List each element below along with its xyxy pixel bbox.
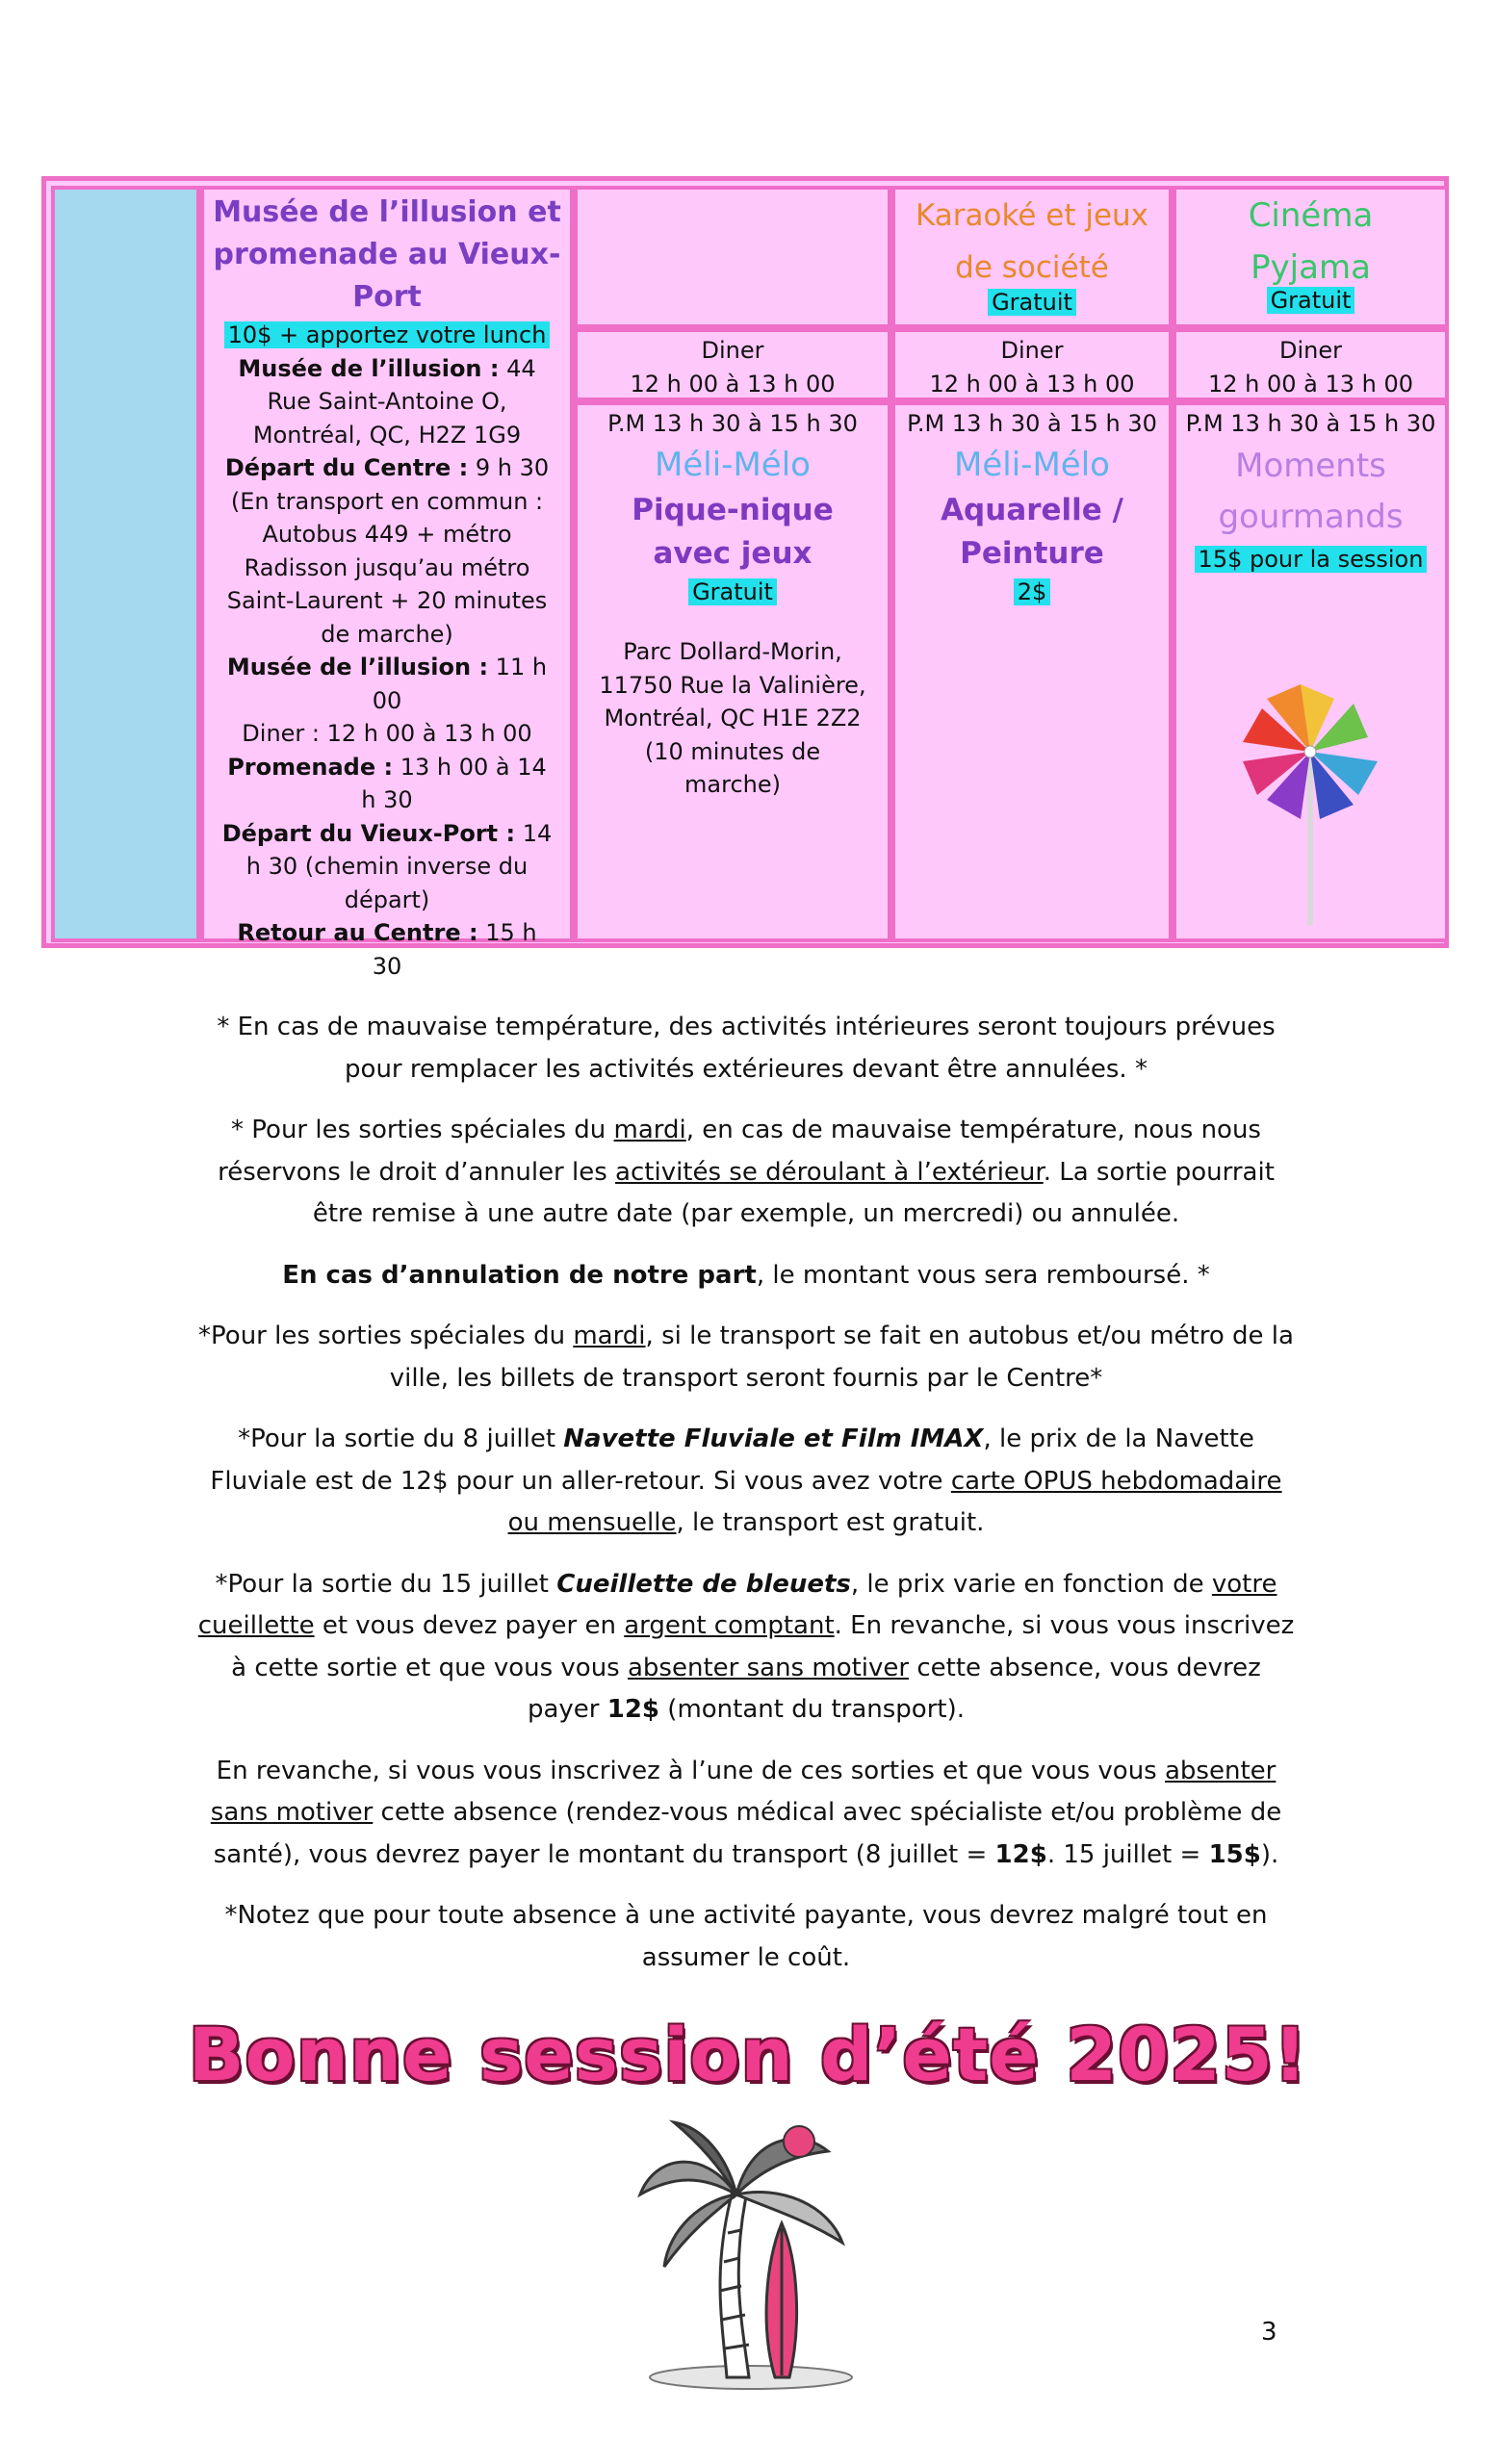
activity-title: Aquarelle / Peinture (941, 492, 1123, 571)
pinwheel-icon (1238, 660, 1382, 930)
museum-detail-text: Diner : 12 h 00 à 13 h 00 (242, 720, 532, 747)
picnic-location: Parc Dollard-Morin, 11750 Rue la Valinière, Montréal, QC H1E 2Z2 (10 minutes de marche) (599, 638, 866, 798)
note-refund: En cas d’annulation de notre part, le montant vous sera remboursé. * (282, 1260, 1210, 1290)
diner-label: Diner (1000, 337, 1064, 364)
palm-tree-surfboard-icon (635, 2108, 866, 2397)
cinema-title: Cinéma Pyjama (1248, 196, 1374, 287)
museum-details (204, 352, 570, 984)
note-absence: En revanche, si vous vous inscrivez à l’une de ces sorties et que vous vous absenter sans motiver cette absence (rendez-vous médical avec spécialiste et/ou problème de santé), vous devrez payer le montant du transport (8 juillet = 12$. 15 juillet = 15$). (210, 1756, 1282, 1869)
museum-detail-text: 9 h 30 (En transport en commun : Autobus 449 + métro Radisson jusqu’au métro Saint-Laurent + 20 minutes de marche) (226, 454, 550, 648)
summer-session-banner: Bonne session d’été 2025! (188, 2012, 1308, 2097)
museum-detail-line (204, 751, 570, 817)
diner-time: 12 h 00 à 13 h 00 (929, 370, 1135, 398)
schedule-table (41, 176, 1449, 980)
page-number: 3 (1261, 2318, 1277, 2347)
price-badge: Gratuit (988, 289, 1076, 316)
museum-detail-text: 13 h 00 à 14 h 30 (361, 753, 547, 813)
col2-pm-cell (574, 401, 891, 942)
museum-detail-text: 15 h 30 (372, 919, 537, 980)
col3-pm-cell (891, 401, 1173, 942)
museum-detail-label: Musée de l’illusion : (226, 654, 489, 680)
col4-top-cell (1173, 186, 1449, 328)
price-badge: Gratuit (1267, 287, 1355, 314)
col3-top-cell (891, 186, 1173, 328)
note-july-8: *Pour la sortie du 8 juillet Navette Fluviale et Film IMAX, le prix de la Navette Fluviale est de 12$ pour un aller-retour. Si vous avez votre carte OPUS hebdomadaire ou mensuelle, le transport est gratuit. (210, 1424, 1282, 1537)
note-tuesday-weather: * Pour les sorties spéciales du mardi, en cas de mauvaise température, nous nous réservons le droit d’annuler les activités se déroulant à l’extérieur. La sortie pourrait être remise à une autre date (par exemple, un mercredi) ou annulée. (218, 1116, 1275, 1228)
museum-detail-text: 14 h 30 (chemin inverse du départ) (245, 819, 553, 913)
museum-detail-line (204, 916, 570, 983)
museum-detail-label: Départ du Vieux-Port : (221, 819, 516, 847)
museum-detail-text: 11 h 00 (372, 654, 548, 714)
price-badge: 15$ pour la session (1195, 546, 1428, 573)
diner-time: 12 h 00 à 13 h 00 (1207, 370, 1414, 398)
diner-label: Diner (701, 337, 764, 364)
meli-melo-label: Méli-Mélo (655, 445, 811, 484)
museum-price-badge: 10$ + apportez votre lunch (224, 321, 551, 348)
pm-time: P.M 13 h 30 à 15 h 30 (1185, 410, 1436, 437)
diner-time: 12 h 00 à 13 h 00 (630, 370, 836, 398)
museum-detail-text: 44 Rue Saint-Antoine O, Montréal, QC, H2Z 1G9 (252, 354, 536, 449)
note-cost: *Notez que pour toute absence à une activité payante, vous devrez malgré tout en assumer le coût. (224, 1901, 1268, 1972)
note-transport-tickets: *Pour les sorties spéciales du mardi, si le transport se fait en autobus et/ou métro de la ville, les billets de transport seront fournis par le Centre* (198, 1322, 1294, 1393)
col2-diner-cell (574, 328, 891, 401)
notes-section (193, 1007, 1300, 1998)
col4-pm-cell (1173, 401, 1449, 942)
note-july-15: *Pour la sortie du 15 juillet Cueillette de bleuets, le prix varie en fonction de votre cueillette et vous devez payer en argent comptant. En revanche, si vous vous inscrivez à cette sortie et que vous vous absenter sans motiver cette absence, vous devrez payer 12$ (montant du transport). (197, 1569, 1295, 1724)
museum-detail-label: Retour au Centre : (237, 919, 478, 946)
blue-label-column (51, 186, 200, 942)
activity-title: Moments gourmands (1218, 446, 1404, 536)
price-badge: Gratuit (688, 578, 777, 605)
museum-outing-cell (200, 186, 574, 980)
museum-detail-label: Départ du Centre : (224, 454, 469, 481)
col2-top-cell (574, 186, 891, 328)
meli-melo-label: Méli-Mélo (954, 445, 1110, 484)
diner-label: Diner (1279, 337, 1342, 364)
karaoke-title: Karaoké et jeux de société (915, 198, 1149, 285)
col3-diner-cell (891, 328, 1173, 401)
museum-detail-line (204, 817, 570, 917)
pm-time: P.M 13 h 30 à 15 h 30 (907, 410, 1157, 437)
note-weather: * En cas de mauvaise température, des activités intérieures seront toujours prévues pour remplacer les activités extérieures devant être annulées. * (217, 1013, 1276, 1084)
activity-title: Pique-nique avec jeux (632, 492, 834, 571)
museum-outing-title: Musée de l’illusion et promenade au Vieux-Port (213, 195, 561, 314)
museum-detail-line (204, 451, 570, 651)
museum-detail-label: Promenade : (227, 753, 394, 781)
price-badge: 2$ (1014, 578, 1051, 605)
museum-detail-line (204, 651, 570, 717)
pm-time: P.M 13 h 30 à 15 h 30 (607, 410, 858, 437)
museum-detail-line (204, 717, 570, 751)
museum-detail-label: Musée de l’illusion : (238, 354, 500, 382)
col4-diner-cell (1173, 328, 1449, 401)
museum-detail-line (204, 352, 570, 452)
